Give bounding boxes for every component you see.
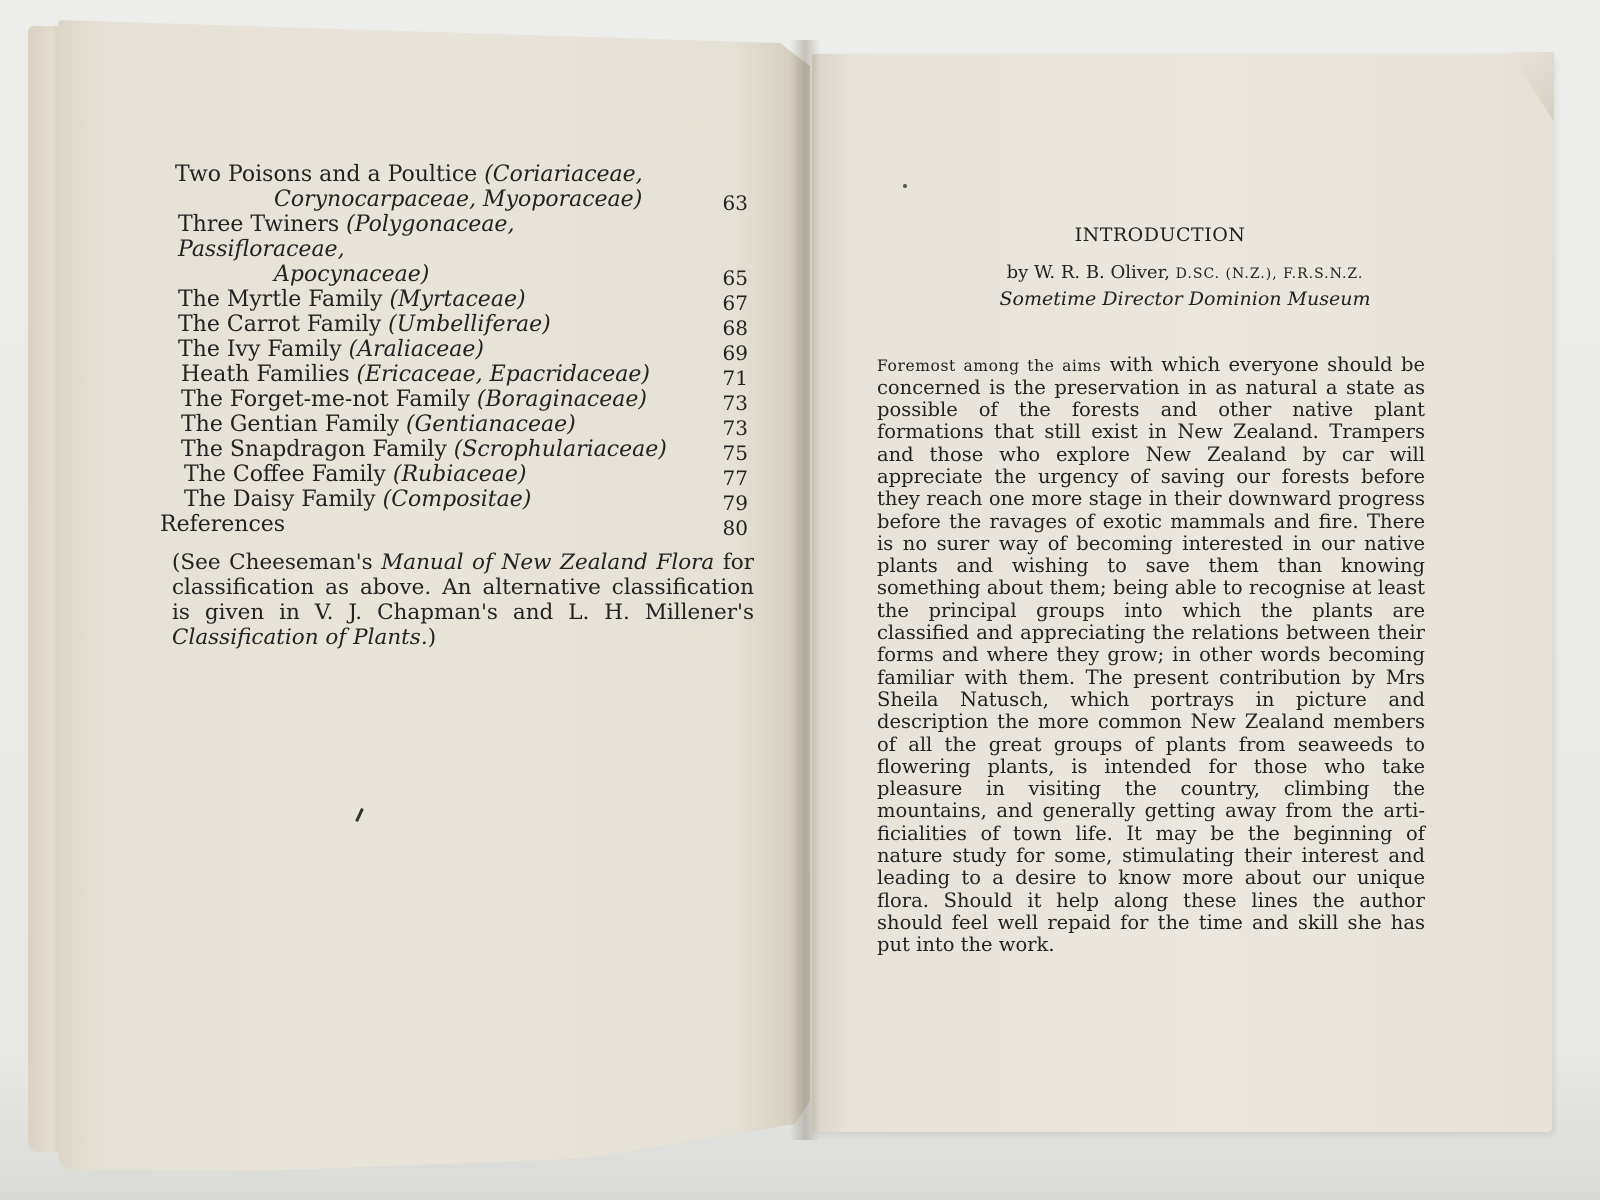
toc-entry-families: (Polygonaceae, Passifloraceae, bbox=[178, 212, 515, 262]
toc-entry-title: Three Twiners bbox=[178, 212, 340, 237]
toc-entry-title: References bbox=[160, 512, 286, 537]
toc-entry bbox=[172, 462, 752, 490]
toc-entry-families: (Gentianaceae) bbox=[406, 412, 576, 437]
toc-entry-title: The Myrtle Family bbox=[178, 287, 383, 312]
toc-entry-families: (Ericaceae, Epacridaceae) bbox=[356, 362, 650, 387]
note-book-title: Classification of Plants. bbox=[172, 624, 428, 650]
note-book-title: Manual of New Zealand Flora bbox=[381, 549, 715, 575]
toc-entry-page: 71 bbox=[722, 366, 748, 390]
toc-entry bbox=[160, 512, 752, 540]
toc-entry-families: Apocynaceae) bbox=[274, 262, 430, 287]
toc-entry-page: 69 bbox=[722, 341, 748, 365]
toc-entry-families: (Scrophulariaceae) bbox=[453, 437, 667, 462]
note-text: ) bbox=[427, 624, 437, 650]
toc-entry bbox=[172, 212, 752, 290]
toc-entry-families: (Compositae) bbox=[382, 487, 532, 512]
gutter-shadow bbox=[790, 40, 820, 1140]
toc-entry bbox=[172, 287, 752, 315]
note-text: for classification as above. An alternative classification is given in V. J. Chapman's and L. H. Millener's bbox=[172, 549, 754, 625]
toc-entry-page: 75 bbox=[722, 441, 748, 465]
toc-entry-families: (Boraginaceae) bbox=[476, 387, 647, 412]
note-text: (See Cheeseman's bbox=[172, 549, 382, 575]
toc-entry-page: 68 bbox=[722, 316, 748, 340]
toc-entry-title: The Snapdragon Family bbox=[181, 437, 447, 462]
toc-entry bbox=[172, 387, 752, 415]
print-speck bbox=[903, 184, 907, 188]
toc-entry-title: The Coffee Family bbox=[184, 462, 386, 487]
toc-entry bbox=[172, 362, 752, 390]
toc-entry bbox=[172, 437, 752, 465]
author-credentials: D.SC. (N.Z.), F.R.S.N.Z. bbox=[1175, 266, 1364, 282]
toc-entry-families: (Rubiaceae) bbox=[392, 462, 527, 487]
toc-entry-page: 73 bbox=[722, 416, 748, 440]
toc-entry-page: 73 bbox=[722, 391, 748, 415]
toc-entry-title: The Daisy Family bbox=[184, 487, 376, 512]
toc-entry-families: (Myrtaceae) bbox=[389, 287, 526, 312]
toc-entry-page: 67 bbox=[722, 291, 748, 315]
toc-entry-families: (Umbelliferae) bbox=[388, 312, 551, 337]
toc-entry-title: The Gentian Family bbox=[181, 412, 400, 437]
toc-entry-page: 79 bbox=[722, 491, 748, 515]
toc-entry bbox=[172, 337, 752, 365]
toc-entry bbox=[172, 162, 752, 215]
author-affiliation: Sometime Director Dominion Museum bbox=[999, 288, 1371, 310]
toc-entry-page: 77 bbox=[722, 466, 748, 490]
author-name: by W. R. B. Oliver, bbox=[1006, 262, 1170, 283]
classification-note bbox=[172, 550, 754, 650]
lead-in-smallcaps: Foremost among the aims bbox=[877, 356, 1102, 375]
toc-entry-page: 80 bbox=[722, 516, 748, 540]
toc-entry-families: (Araliaceae) bbox=[348, 337, 485, 362]
contents-list bbox=[160, 162, 752, 540]
author-byline bbox=[930, 262, 1440, 283]
toc-entry-families: (Coriariaceae, bbox=[484, 162, 643, 187]
toc-entry-title: The Ivy Family bbox=[178, 337, 342, 362]
toc-entry-title: The Forget-me-not Family bbox=[181, 387, 470, 412]
introduction-paragraph: with which everyone should be concerned is the preservation in as natural a state as possible of the forests and other native plant formations that still exist in New Zealand. Trampers and those who explore New Zealand by car will appreciate the urgency of saving our forests before they reach one more stage in their downward progress before the ravages of exotic mammals and fire. There is no surer way of becoming interested in our native plants and wishing to save them than knowing something about them; being able to recognise at least the principal groups into which the plants are classified and appreciating the relations between their forms and where they grow; in other words becoming familiar with them. The present contribution by Mrs Sheila Natusch, which portrays in picture and description the more common New Zealand members of all the great groups of plants from seaweeds to flowering plants, is intended for those who take pleasure in visiting the country, climbing the mountains, and generally getting away from the artificialities of town life. It may be the beginning of nature study for some, stimulating their interest and leading to a desire to know more about our unique flora. Should it help along these lines the author should feel well repaid for the time and skill she has put into the work. bbox=[877, 352, 1425, 957]
toc-entry bbox=[172, 487, 752, 515]
toc-entry bbox=[172, 312, 752, 340]
toc-entry-title: Two Poisons and a Poultice bbox=[175, 162, 478, 187]
toc-entry-page: 63 bbox=[722, 191, 748, 215]
toc-entry bbox=[172, 412, 752, 440]
introduction-body bbox=[877, 354, 1425, 957]
introduction-heading: INTRODUCTION bbox=[1074, 224, 1246, 246]
toc-entry-title: The Carrot Family bbox=[178, 312, 382, 337]
toc-entry-families: Corynocarpaceae, Myoporaceae) bbox=[274, 187, 643, 212]
toc-entry-title: Heath Families bbox=[181, 362, 350, 387]
toc-entry-page: 65 bbox=[722, 266, 748, 290]
